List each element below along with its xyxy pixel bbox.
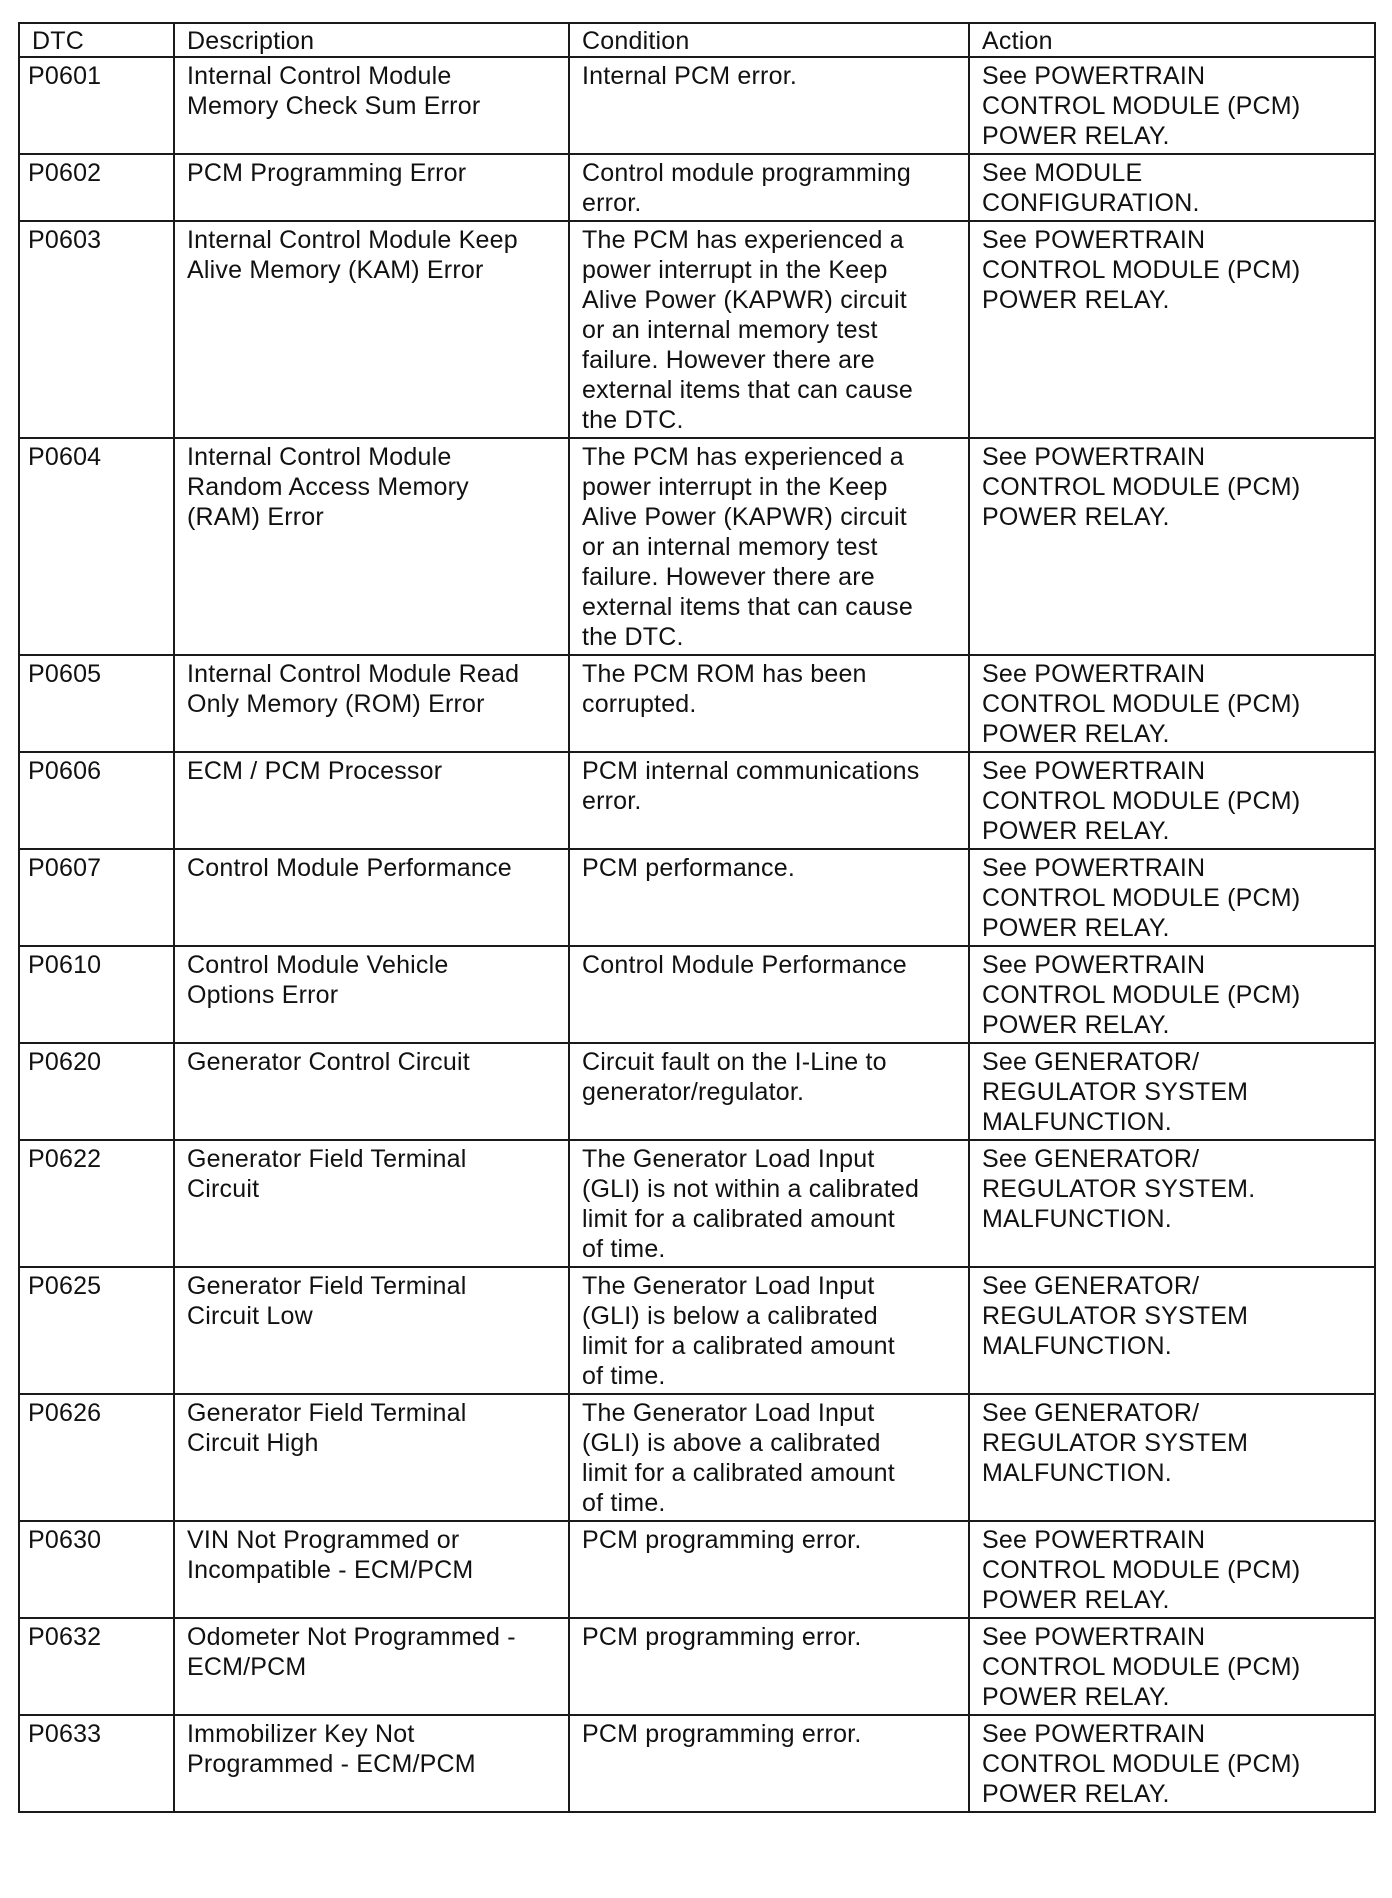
table-header xyxy=(19,23,1375,57)
dtc-description: Generator Control Circuit xyxy=(174,1043,569,1140)
header-row xyxy=(19,23,1375,57)
dtc-action: See POWERTRAIN CONTROL MODULE (PCM) POWER RELAY. xyxy=(969,438,1375,655)
table-row xyxy=(19,752,1375,849)
dtc-action: See POWERTRAIN CONTROL MODULE (PCM) POWER RELAY. xyxy=(969,1618,1375,1715)
dtc-condition: Control module programming error. xyxy=(569,154,969,221)
dtc-condition: Control Module Performance xyxy=(569,946,969,1043)
dtc-description: Odometer Not Programmed - ECM/PCM xyxy=(174,1618,569,1715)
dtc-action: See POWERTRAIN CONTROL MODULE (PCM) POWER RELAY. xyxy=(969,57,1375,154)
dtc-description: Internal Control Module Read Only Memory (ROM) Error xyxy=(174,655,569,752)
dtc-code: P0604 xyxy=(19,438,174,655)
dtc-description: Generator Field Terminal Circuit Low xyxy=(174,1267,569,1394)
dtc-code: P0633 xyxy=(19,1715,174,1812)
dtc-code: P0605 xyxy=(19,655,174,752)
dtc-condition: The PCM ROM has been corrupted. xyxy=(569,655,969,752)
dtc-action: See MODULE CONFIGURATION. xyxy=(969,154,1375,221)
dtc-description: Control Module Performance xyxy=(174,849,569,946)
table-row xyxy=(19,849,1375,946)
dtc-condition: Internal PCM error. xyxy=(569,57,969,154)
dtc-action: See POWERTRAIN CONTROL MODULE (PCM) POWER RELAY. xyxy=(969,1521,1375,1618)
dtc-code: P0601 xyxy=(19,57,174,154)
dtc-code: P0630 xyxy=(19,1521,174,1618)
dtc-condition: PCM programming error. xyxy=(569,1715,969,1812)
dtc-condition: The Generator Load Input (GLI) is not within a calibrated limit for a calibrated amount of time. xyxy=(569,1140,969,1267)
dtc-condition: The PCM has experienced a power interrupt in the Keep Alive Power (KAPWR) circuit or an internal memory test failure. However there are external items that can cause the DTC. xyxy=(569,438,969,655)
dtc-description: Generator Field Terminal Circuit High xyxy=(174,1394,569,1521)
dtc-condition: PCM performance. xyxy=(569,849,969,946)
dtc-code: P0603 xyxy=(19,221,174,438)
header-description: Description xyxy=(174,23,569,57)
table-row xyxy=(19,1715,1375,1812)
dtc-description: PCM Programming Error xyxy=(174,154,569,221)
table-row xyxy=(19,1618,1375,1715)
header-action: Action xyxy=(969,23,1375,57)
table-row xyxy=(19,655,1375,752)
table-row xyxy=(19,1140,1375,1267)
dtc-action: See GENERATOR/ REGULATOR SYSTEM MALFUNCTION. xyxy=(969,1043,1375,1140)
table-row xyxy=(19,221,1375,438)
dtc-code: P0626 xyxy=(19,1394,174,1521)
table-body xyxy=(19,57,1375,1812)
dtc-description: VIN Not Programmed or Incompatible - ECM/PCM xyxy=(174,1521,569,1618)
dtc-description: Control Module Vehicle Options Error xyxy=(174,946,569,1043)
table-row xyxy=(19,154,1375,221)
table-row xyxy=(19,1267,1375,1394)
table-row xyxy=(19,1043,1375,1140)
dtc-code: P0622 xyxy=(19,1140,174,1267)
header-condition: Condition xyxy=(569,23,969,57)
dtc-action: See POWERTRAIN CONTROL MODULE (PCM) POWER RELAY. xyxy=(969,1715,1375,1812)
table-row xyxy=(19,1521,1375,1618)
dtc-action: See GENERATOR/ REGULATOR SYSTEM. MALFUNCTION. xyxy=(969,1140,1375,1267)
table-row xyxy=(19,946,1375,1043)
dtc-action: See POWERTRAIN CONTROL MODULE (PCM) POWER RELAY. xyxy=(969,655,1375,752)
table-row xyxy=(19,438,1375,655)
dtc-action: See GENERATOR/ REGULATOR SYSTEM MALFUNCTION. xyxy=(969,1267,1375,1394)
dtc-code: P0606 xyxy=(19,752,174,849)
dtc-action: See POWERTRAIN CONTROL MODULE (PCM) POWER RELAY. xyxy=(969,849,1375,946)
dtc-description: ECM / PCM Processor xyxy=(174,752,569,849)
dtc-condition: The Generator Load Input (GLI) is above a calibrated limit for a calibrated amount of time. xyxy=(569,1394,969,1521)
dtc-condition: The Generator Load Input (GLI) is below a calibrated limit for a calibrated amount of time. xyxy=(569,1267,969,1394)
dtc-condition: Circuit fault on the I-Line to generator/regulator. xyxy=(569,1043,969,1140)
dtc-condition: PCM programming error. xyxy=(569,1521,969,1618)
dtc-code: P0610 xyxy=(19,946,174,1043)
dtc-code: P0602 xyxy=(19,154,174,221)
dtc-description: Immobilizer Key Not Programmed - ECM/PCM xyxy=(174,1715,569,1812)
dtc-condition: The PCM has experienced a power interrupt in the Keep Alive Power (KAPWR) circuit or an internal memory test failure. However there are external items that can cause the DTC. xyxy=(569,221,969,438)
dtc-description: Internal Control Module Memory Check Sum Error xyxy=(174,57,569,154)
dtc-code: P0632 xyxy=(19,1618,174,1715)
dtc-condition: PCM internal communications error. xyxy=(569,752,969,849)
dtc-description: Generator Field Terminal Circuit xyxy=(174,1140,569,1267)
dtc-description: Internal Control Module Keep Alive Memory (KAM) Error xyxy=(174,221,569,438)
dtc-condition: PCM programming error. xyxy=(569,1618,969,1715)
dtc-action: See POWERTRAIN CONTROL MODULE (PCM) POWER RELAY. xyxy=(969,221,1375,438)
dtc-action: See POWERTRAIN CONTROL MODULE (PCM) POWER RELAY. xyxy=(969,752,1375,849)
table-row xyxy=(19,1394,1375,1521)
dtc-code: P0620 xyxy=(19,1043,174,1140)
dtc-description: Internal Control Module Random Access Memory (RAM) Error xyxy=(174,438,569,655)
dtc-code: P0625 xyxy=(19,1267,174,1394)
dtc-code: P0607 xyxy=(19,849,174,946)
header-dtc: DTC xyxy=(19,23,174,57)
dtc-action: See POWERTRAIN CONTROL MODULE (PCM) POWER RELAY. xyxy=(969,946,1375,1043)
dtc-action: See GENERATOR/ REGULATOR SYSTEM MALFUNCTION. xyxy=(969,1394,1375,1521)
dtc-table xyxy=(18,22,1376,1813)
table-row xyxy=(19,57,1375,154)
